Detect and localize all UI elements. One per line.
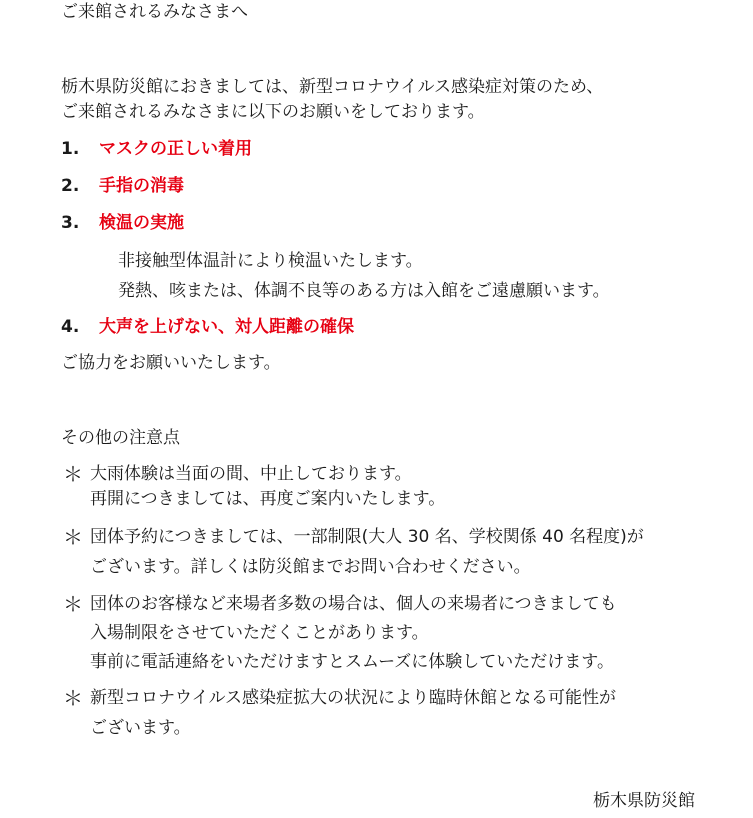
intro-line-2: ご来館されるみなさまに以下のお願いをしております。 [61,102,485,122]
note-4-line-1: 新型コロナウイルス感染症拡大の状況により臨時休館となる可能性が [90,688,616,708]
request-number: 1. [61,139,80,159]
note-3-line-2: 入場制限をさせていただくことがあります。 [90,623,429,643]
intro-line-1: 栃木県防災館におきましては、新型コロナウイルス感染症対策のため、 [61,77,604,97]
request-text: 手指の消毒 [99,176,184,196]
bullet-asterisk: ＊ [63,462,83,486]
request-3 [61,211,184,235]
cooperation-text: ご協力をお願いいたします。 [61,353,281,373]
bullet-asterisk: ＊ [63,592,83,616]
note-3-line-1: 団体のお客様など来場者多数の場合は、個人の来場者につきましても [90,594,617,614]
request-1 [61,137,252,161]
note-3-line-3: 事前に電話連絡をいただけますとスムーズに体験していただけます。 [90,652,614,672]
request-text: マスクの正しい着用 [99,139,252,159]
bullet-asterisk: ＊ [63,525,83,549]
request-text: 検温の実施 [99,213,184,233]
request-2 [61,174,184,198]
note-2-line-1: 団体予約につきましては、一部制限(大人 30 名、学校関係 40 名程度)が [90,527,644,547]
temperature-note-1: 非接触型体温計により検温いたします。 [118,251,423,271]
note-4-line-2: ございます。 [90,718,191,738]
bullet-asterisk: ＊ [63,686,83,710]
signature: 栃木県防災館 [593,791,695,811]
note-1-line-1: 大雨体験は当面の間、中止しております。 [90,464,412,484]
greeting: ご来館されるみなさまへ [61,2,248,22]
temperature-note-2: 発熱、咳または、体調不良等のある方は入館をご遠慮願います。 [118,281,610,301]
other-notes-title: その他の注意点 [61,428,180,448]
note-2-line-2: ございます。詳しくは防災館までお問い合わせください。 [90,557,531,577]
note-1-line-2: 再開につきましては、再度ご案内いたします。 [90,489,446,509]
request-text: 大声を上げない、対人距離の確保 [99,317,354,337]
request-number: 2. [61,176,80,196]
request-number: 4. [61,317,80,337]
request-number: 3. [61,213,80,233]
request-4 [61,315,354,339]
